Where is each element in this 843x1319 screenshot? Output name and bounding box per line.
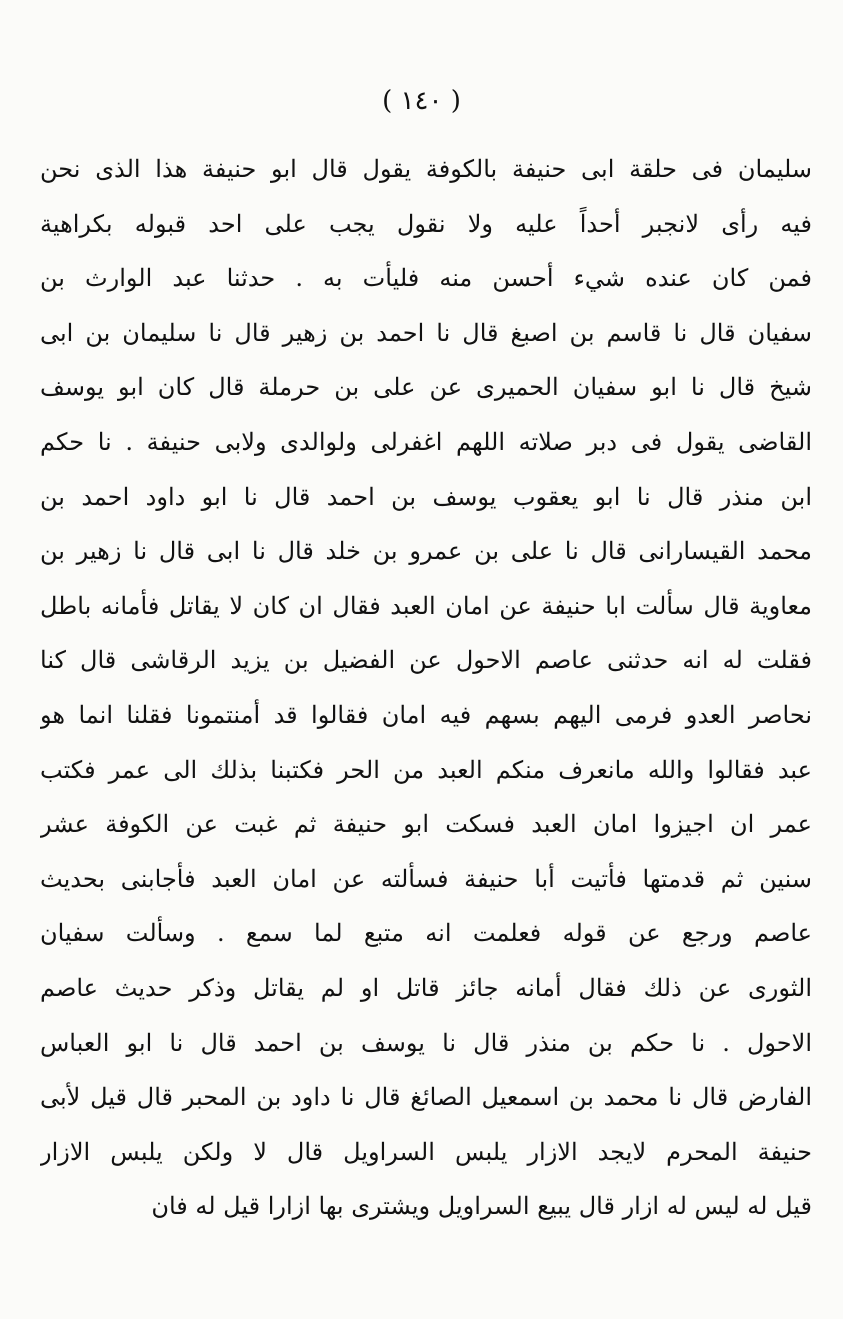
text-line: سنين ثم قدمتها فأتيت أبا حنيفة فسألته عن امان العبد فأجابنى بحديث <box>40 864 812 893</box>
text-line: عاصم ورجع عن قوله فعلمت انه متبع لما سمع . وسألت سفيان <box>40 919 812 948</box>
page-number: ( ١٤٠ ) <box>382 86 461 116</box>
text-line: عبد فقالوا والله مانعرف منكم العبد من الحر فكتبنا بذلك الى عمر فكتب <box>40 755 812 784</box>
text-line: قيل له ليس له ازار قال يبيع السراويل ويشترى بها ازارا قيل له فان <box>151 1192 812 1221</box>
text-line: فيه رأى لانجبر أحداً عليه ولا نقول يجب على احد قبوله بكراهية <box>40 209 812 238</box>
text-line: الفارض قال نا محمد بن اسمعيل الصائغ قال نا داود بن المحبر قال قيل لأبى <box>40 1083 812 1112</box>
text-line: شيخ قال نا ابو سفيان الحميرى عن على بن حرملة قال كان ابو يوسف <box>40 373 812 402</box>
text-line: ابن منذر قال نا ابو يعقوب يوسف بن احمد قال نا ابو داود احمد بن <box>40 482 812 511</box>
text-line: سليمان فى حلقة ابى حنيفة بالكوفة يقول قال ابو حنيفة هذا الذى نحن <box>40 155 812 183</box>
text-line: محمد القيسارانى قال نا على بن عمرو بن خلد قال نا ابى قال نا زهير بن <box>40 537 812 566</box>
text-line: حنيفة المحرم لايجد الازار يلبس السراويل قال لا ولكن يلبس الازار <box>40 1137 812 1166</box>
text-line: معاوية قال سألت ابا حنيفة عن امان العبد فقال ان كان لا يقاتل فأمانه باطل <box>40 591 812 620</box>
text-line: القاضى يقول فى دبر صلاته اللهم اغفرلى ولوالدى ولابى حنيفة . نا حكم <box>40 427 812 456</box>
text-line: فمن كان عنده شيء أحسن منه فليأت به . حدثنا عبد الوارث بن <box>40 264 812 293</box>
text-line: فقلت له انه حدثنى عاصم الاحول عن الفضيل بن يزيد الرقاشى قال كنا <box>40 646 812 675</box>
text-line: نحاصر العدو فرمى اليهم بسهم فيه امان فقالوا قد أمنتمونا فقلنا انما هو <box>40 700 812 729</box>
text-line: الاحول . نا حكم بن منذر قال نا يوسف بن احمد قال نا ابو العباس <box>40 1028 812 1057</box>
text-line: الثورى عن ذلك فقال أمانه جائز قاتل او لم يقاتل وذكر حديث عاصم <box>40 973 812 1002</box>
body-text <box>40 142 812 1234</box>
text-line: سفيان قال نا قاسم بن اصبغ قال نا احمد بن زهير قال نا سليمان بن ابى <box>40 318 812 347</box>
text-line: عمر ان اجيزوا امان العبد فسكت ابو حنيفة ثم غبت عن الكوفة عشر <box>40 810 812 839</box>
